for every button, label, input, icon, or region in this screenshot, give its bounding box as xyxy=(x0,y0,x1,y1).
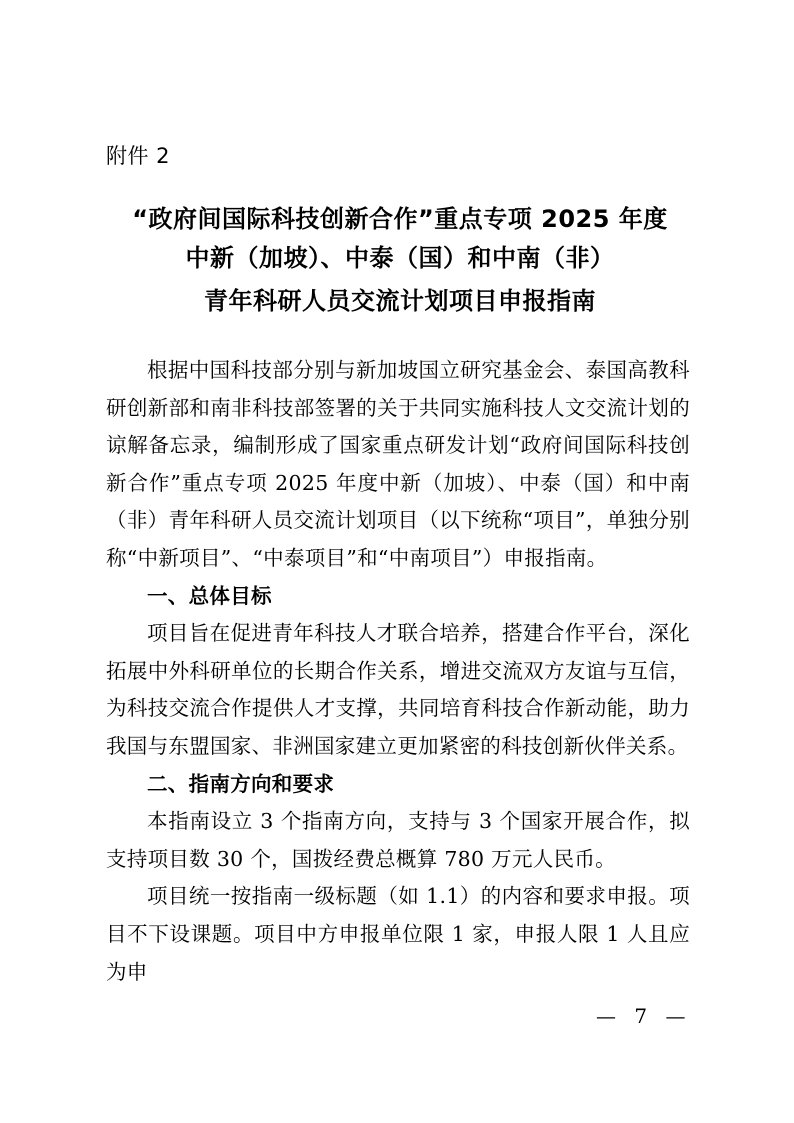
page-number: — 7 — xyxy=(596,1004,692,1028)
title-line-1: “政府间国际科技创新合作”重点专项 2025 年度 xyxy=(132,205,668,233)
guide-direction-paragraph-1: 本指南设立 3 个指南方向，支持与 3 个国家开展合作，拟支持项目数 30 个，国拨经费总概算 780 万元人民币。 xyxy=(106,809,690,871)
overall-goal-paragraph: 项目旨在促进青年科技人才联合培养，搭建合作平台，深化拓展中外科研单位的长期合作关系，增进交流双方友谊与互信，为科技交流合作提供人才支撑，共同培育科技合作新动能，助力我国与东盟国家、非洲国家建立更加紧密的科技创新伙伴关系。 xyxy=(106,621,690,758)
document-body xyxy=(106,352,690,991)
guide-direction-paragraph-2: 项目统一按指南一级标题（如 1.1）的内容和要求申报。项目不下设课题。项目中方申报单位限 1 家，申报人限 1 人且应为申 xyxy=(106,884,690,984)
section-heading-guide-direction: 二、指南方向和要求 xyxy=(147,771,335,796)
attachment-label: 附件 2 xyxy=(106,144,171,168)
section-heading-overall-goal: 一、总体目标 xyxy=(147,583,272,608)
intro-paragraph: 根据中国科技部分别与新加坡国立研究基金会、泰国高教科研创新部和南非科技部签署的关于共同实施科技人文交流计划的谅解备忘录，编制形成了国家重点研发计划“政府间国际科技创新合作”重点专项 2025 年度中新（加坡）、中泰（国）和中南（非）青年科研人员交流计划项目（以下统称“项目”，单独分别称“中新项目”、“中泰项目”和“中南项目”）申报指南。 xyxy=(106,358,690,570)
title-line-2: 中新（加坡）、中泰（国）和中南（非） xyxy=(185,244,615,272)
title-line-3: 青年科研人员交流计划项目申报指南 xyxy=(204,287,596,315)
